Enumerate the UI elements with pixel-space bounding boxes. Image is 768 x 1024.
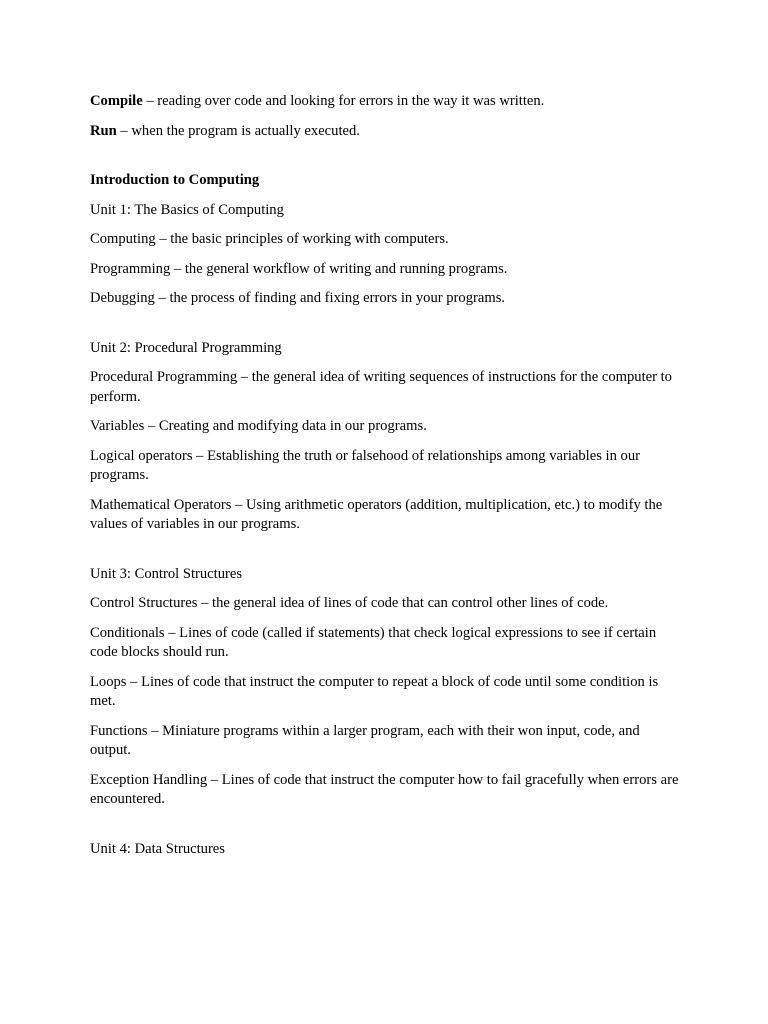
unit-3-item: Conditionals – Lines of code (called if statements) that check logical expressions to see if certain code blocks should run.	[90, 624, 657, 660]
unit-3-item: Exception Handling – Lines of code that instruct the computer how to fail gracefully when errors are encountered.	[90, 771, 679, 807]
spacer	[90, 319, 682, 339]
document-page	[90, 92, 682, 869]
definition-term: Run	[90, 122, 117, 139]
unit-3-item: Loops – Lines of code that instruct the computer to repeat a block of code until some condition is met.	[90, 673, 659, 709]
spacer	[90, 820, 682, 840]
course-title: Introduction to Computing	[90, 172, 260, 188]
definition-text: – reading over code and looking for errors in the way it was written.	[142, 93, 545, 109]
unit-1-heading: Unit 1: The Basics of Computing	[90, 201, 284, 218]
unit-2-heading: Unit 2: Procedural Programming	[90, 339, 282, 356]
unit-1-item: Debugging – the process of finding and fixing errors in your programs.	[90, 290, 506, 306]
unit-2-item: Logical operators – Establishing the truth or falsehood of relationships among variables in our programs.	[90, 447, 640, 483]
unit-3-item: Functions – Miniature programs within a larger program, each with their won input, code, and output.	[90, 722, 640, 758]
definition-term: Compile	[90, 93, 143, 109]
definition-run	[90, 122, 682, 142]
definition-compile	[90, 92, 682, 112]
unit-3-heading: Unit 3: Control Structures	[90, 565, 243, 582]
unit-2-item: Variables – Creating and modifying data in our programs.	[90, 418, 427, 434]
unit-1-item: Programming – the general workflow of writing and running programs.	[90, 260, 508, 277]
unit-2-item: Procedural Programming – the general idea of writing sequences of instructions for the computer to perform.	[90, 369, 672, 405]
spacer	[90, 545, 682, 565]
unit-4-heading: Unit 4: Data Structures	[90, 840, 225, 857]
unit-2-item: Mathematical Operators – Using arithmetic operators (addition, multiplication, etc.) to modify the values of variables in our programs.	[90, 496, 663, 532]
spacer	[90, 151, 682, 171]
unit-3-item: Control Structures – the general idea of lines of code that can control other lines of code.	[90, 595, 609, 611]
definition-text: – when the program is actually executed.	[116, 122, 360, 139]
unit-1-item: Computing – the basic principles of working with computers.	[90, 231, 449, 247]
